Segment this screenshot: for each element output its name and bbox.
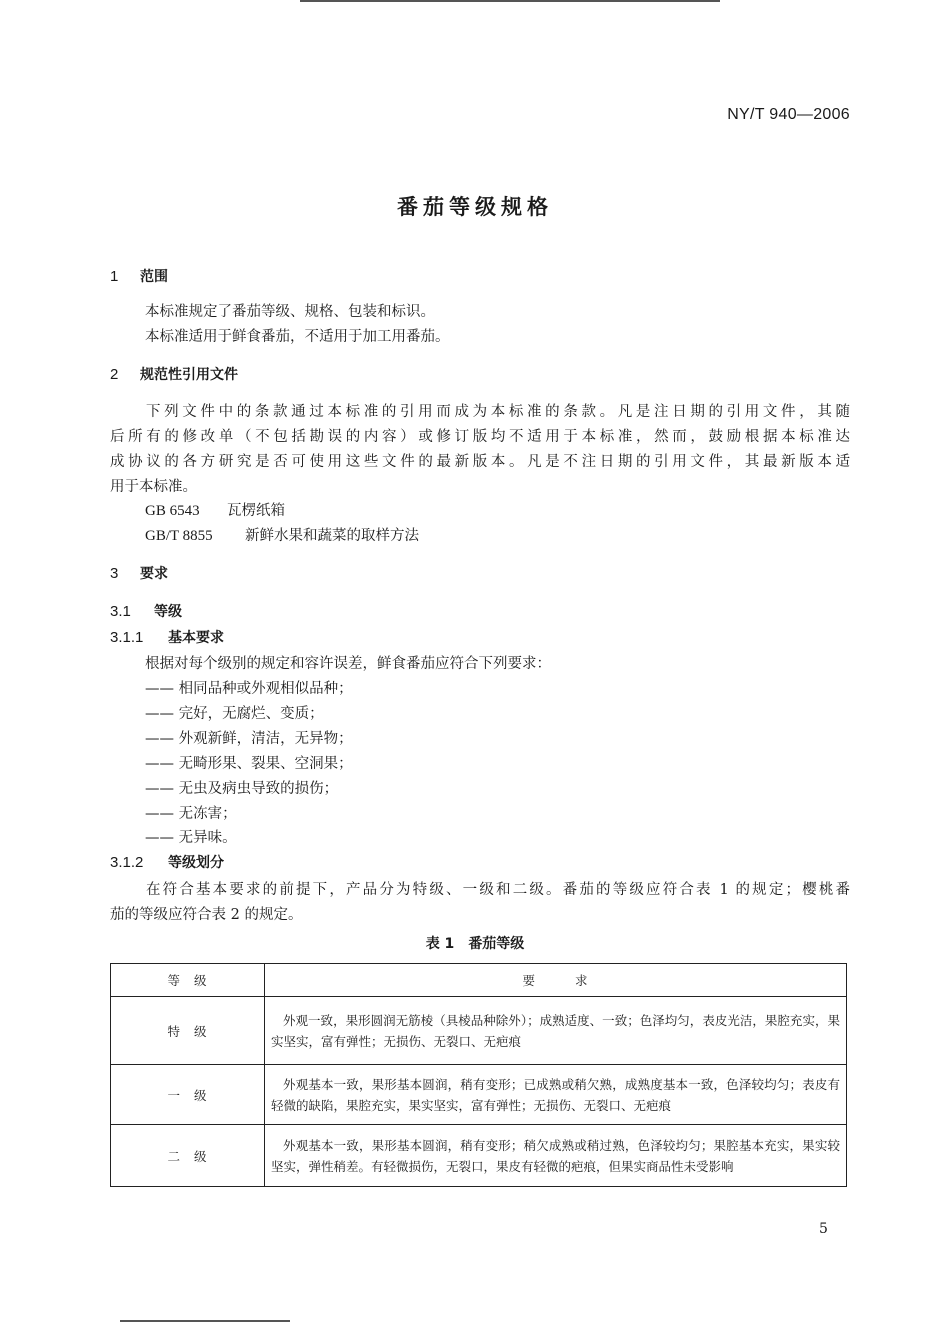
section-number: 3.1.2 — [110, 854, 144, 871]
section-number: 1 — [110, 268, 119, 285]
paragraph-line: 后所有的修改单（不包括勘误的内容）或修订版均不适用于本标准，然而，鼓励根据本标准达 — [110, 429, 850, 445]
section-title: 范围 — [140, 269, 168, 285]
grade-cell: 一级 — [111, 1065, 265, 1125]
page-number: 5 — [819, 1221, 828, 1237]
paragraph-line: 下列文件中的条款通过本标准的引用而成为本标准的条款。凡是注日期的引用文件，其随 — [146, 404, 850, 420]
reference-item — [145, 499, 285, 520]
table-caption — [0, 933, 950, 953]
grade-table — [110, 963, 847, 1187]
reference-title: 新鲜水果和蔬菜的取样方法 — [245, 528, 419, 544]
reference-code: GB 6543 — [145, 503, 200, 519]
section-1-heading — [110, 266, 168, 286]
paragraph: 本标准规定了番茄等级、规格、包装和标识。 — [145, 304, 435, 320]
bottom-scan-line — [120, 1320, 290, 1322]
table-row — [111, 1065, 847, 1125]
paragraph: 根据对每个级别的规定和容许误差，鲜食番茄应符合下列要求： — [145, 656, 551, 672]
section-title: 规范性引用文件 — [140, 367, 238, 383]
subsection-3-1-1-heading — [110, 627, 224, 647]
table-row — [111, 1125, 847, 1187]
subsection-3-1-2-heading — [110, 852, 224, 872]
table-number: 表 1 — [425, 936, 455, 952]
paragraph-line: 用于本标准。 — [110, 479, 197, 495]
requirement-cell — [265, 1065, 847, 1125]
table-title: 番茄等级 — [468, 936, 525, 952]
section-title: 基本要求 — [168, 630, 224, 646]
section-2-heading — [110, 364, 238, 384]
list-item: —— 完好，无腐烂、变质； — [145, 706, 324, 722]
section-title: 要求 — [140, 566, 168, 582]
list-item: —— 无异味。 — [145, 830, 237, 846]
list-item: —— 无虫及病虫导致的损伤； — [145, 781, 339, 797]
list-item: —— 外观新鲜，清洁，无异物； — [145, 731, 353, 747]
list-item: —— 相同品种或外观相似品种； — [145, 681, 353, 697]
paragraph: 本标准适用于鲜食番茄，不适用于加工用番茄。 — [145, 329, 450, 345]
section-title: 等级划分 — [168, 855, 224, 871]
list-item: —— 无畸形果、裂果、空洞果； — [145, 756, 353, 772]
section-title: 等级 — [154, 604, 182, 620]
standard-number: NY/T 940—2006 — [727, 106, 850, 123]
requirement-text: 外观一致，果形圆润无筋棱（具棱品种除外）；成熟适度、一致；色泽均匀，表皮光洁，果腔充实，果实坚实，富有弹性；无损伤、无裂口、无疤痕 — [271, 1012, 840, 1049]
paragraph-line: 成协议的各方研究是否可使用这些文件的最新版本。凡是不注日期的引用文件，其最新版本适 — [110, 454, 850, 470]
paragraph-line: 在符合基本要求的前提下，产品分为特级、一级和二级。番茄的等级应符合表 1 的规定；樱桃番 — [146, 882, 850, 898]
column-header-requirement: 要求 — [265, 964, 847, 997]
grade-cell: 特级 — [111, 997, 265, 1065]
section-number: 3.1.1 — [110, 629, 144, 646]
subsection-3-1-heading — [110, 601, 182, 621]
reference-title: 瓦楞纸箱 — [227, 503, 285, 519]
document-title: 番茄等级规格 — [397, 195, 553, 219]
paragraph-line: 茄的等级应符合表 2 的规定。 — [110, 907, 303, 923]
section-3-heading — [110, 563, 168, 583]
column-header-grade: 等级 — [111, 964, 265, 997]
table-header-row — [111, 964, 847, 997]
requirement-cell — [265, 997, 847, 1065]
section-number: 3 — [110, 565, 119, 582]
section-number: 2 — [110, 366, 119, 383]
reference-code: GB/T 8855 — [145, 528, 213, 544]
table-row — [111, 997, 847, 1065]
requirement-text: 外观基本一致，果形基本圆润，稍有变形；稍欠成熟或稍过熟，色泽较均匀；果腔基本充实，果实较坚实，弹性稍差。有轻微损伤，无裂口，果皮有轻微的疤痕，但果实商品性未受影响 — [271, 1137, 840, 1174]
requirement-cell — [265, 1125, 847, 1187]
section-number: 3.1 — [110, 603, 131, 620]
reference-item — [145, 524, 419, 545]
requirement-text: 外观基本一致，果形基本圆润，稍有变形；已成熟或稍欠熟，成熟度基本一致，色泽较均匀；表皮有轻微的缺陷，果腔充实，果实坚实，富有弹性；无损伤、无裂口、无疤痕 — [271, 1076, 840, 1113]
top-scan-line — [300, 0, 720, 2]
list-item: —— 无冻害； — [145, 806, 237, 822]
grade-cell: 二级 — [111, 1125, 265, 1187]
